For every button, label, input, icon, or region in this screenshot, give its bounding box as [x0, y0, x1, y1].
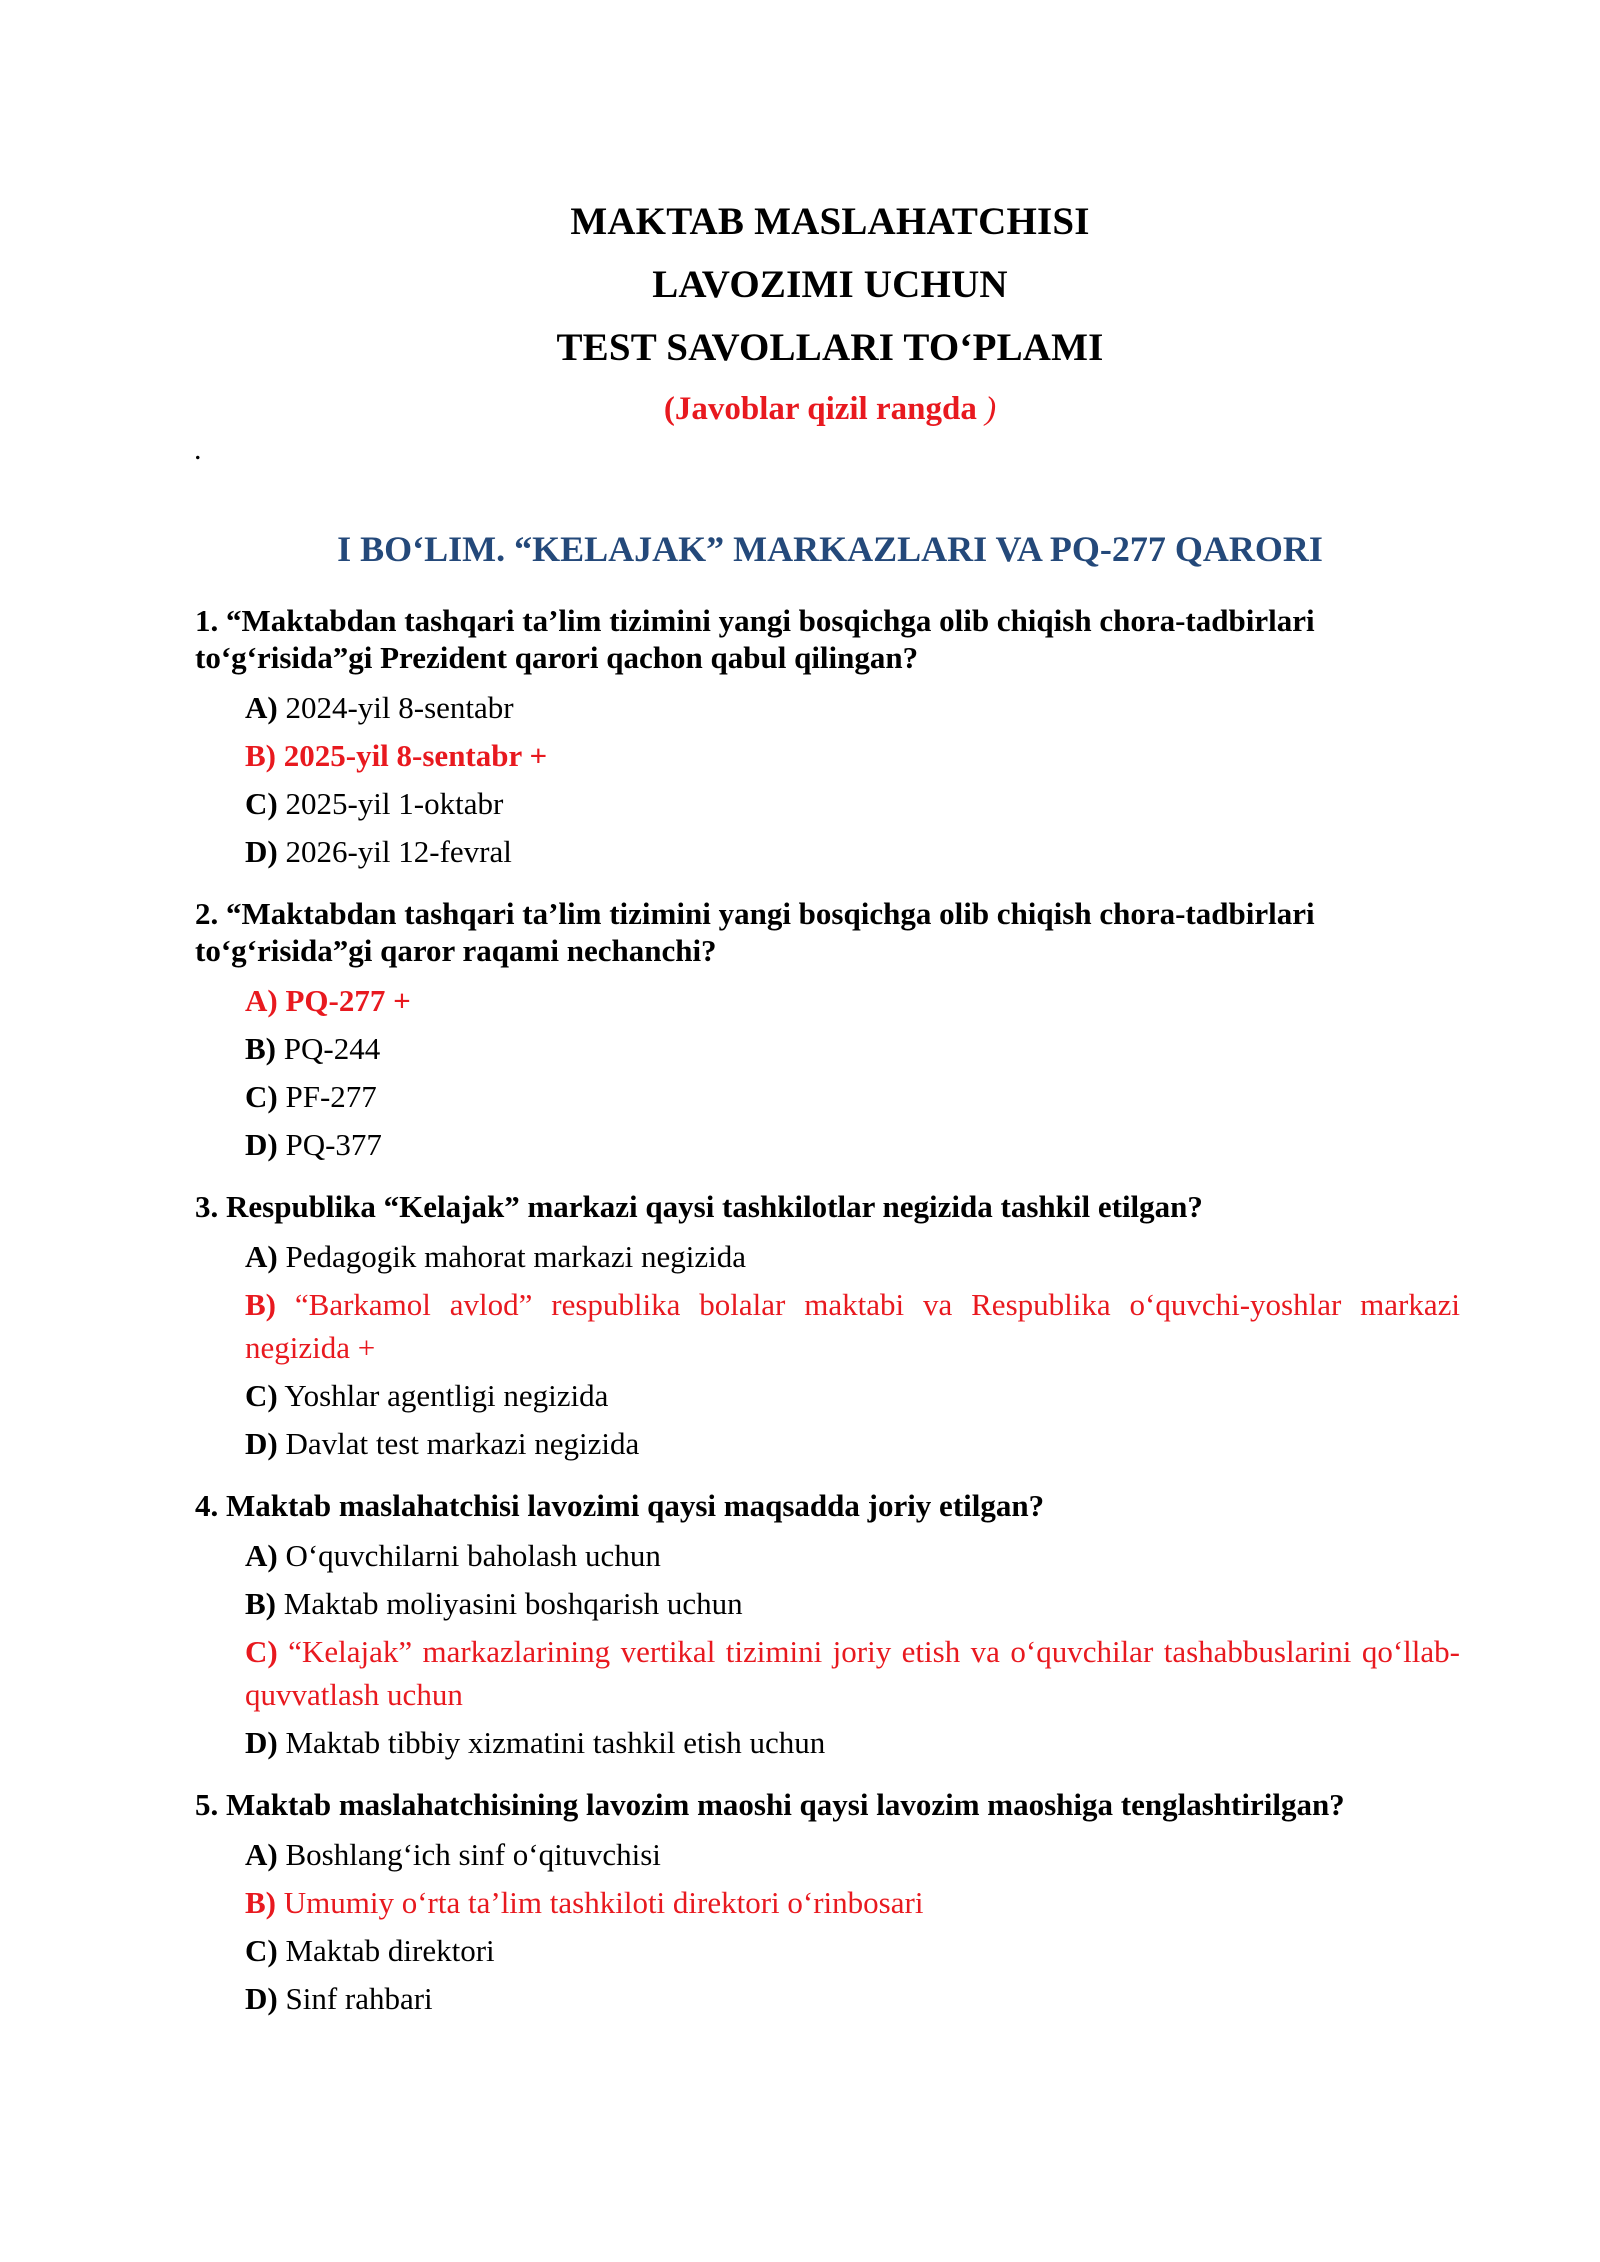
question-4 — [195, 1487, 1460, 1764]
question-text: 2. “Maktabdan tashqari ta’lim tizimini yangi bosqichga olib chiqish chora-tadbirlari to‘g‘risida”gi qaror raqami nechanchi? — [195, 896, 1315, 968]
option-text: “Kelajak” markazlarining vertikal tizimini joriy etish va o‘quvchilar tashabbuslarini qo‘llab-quvvatlash uchun — [245, 1634, 1460, 1712]
question-2 — [195, 895, 1460, 1166]
option-d — [245, 1422, 1460, 1465]
option-letter: D) — [245, 1981, 278, 2016]
section-heading: I BO‘LIM. “KELAJAK” MARKAZLARI VA PQ-277 QARORI — [337, 529, 1323, 569]
option-d — [245, 1721, 1460, 1764]
options-list — [195, 979, 1460, 1166]
option-a — [245, 1235, 1460, 1278]
option-letter: D) — [245, 1725, 278, 1760]
option-letter: C) — [245, 1378, 278, 1413]
option-b — [245, 1582, 1460, 1625]
option-letter: A) — [245, 690, 278, 725]
option-letter: A) — [245, 1239, 278, 1274]
question-3 — [195, 1188, 1460, 1465]
stray-dot: . — [194, 433, 202, 466]
option-d — [245, 1977, 1460, 2020]
title-line-1: MAKTAB MASLAHATCHISI — [570, 200, 1090, 243]
option-letter: B) — [245, 738, 276, 773]
question-text: 3. Respublika “Kelajak” markazi qaysi tashkilotlar negizida tashkil etilgan? — [195, 1189, 1203, 1224]
option-letter: C) — [245, 1933, 278, 1968]
option-a — [245, 1534, 1460, 1577]
title-block — [0, 190, 1600, 439]
option-a-correct — [245, 979, 1460, 1022]
option-text: Maktab tibbiy xizmatini tashkil etish uchun — [277, 1725, 826, 1760]
option-text: Pedagogik mahorat markazi negizida — [277, 1239, 746, 1274]
option-text: Yoshlar agentligi negizida — [277, 1378, 609, 1413]
option-letter: D) — [245, 1127, 278, 1162]
option-text: Maktab direktori — [277, 1933, 495, 1968]
option-b-correct — [245, 734, 1460, 777]
option-c — [245, 1374, 1460, 1417]
option-b-correct — [245, 1881, 1460, 1924]
option-letter: C) — [245, 786, 278, 821]
option-letter: C) — [245, 1079, 278, 1114]
options-list — [195, 1235, 1460, 1465]
question-1 — [195, 602, 1460, 873]
option-letter: A) — [245, 983, 278, 1018]
option-b — [245, 1027, 1460, 1070]
title-line-2: LAVOZIMI UCHUN — [652, 263, 1008, 306]
option-text: O‘quvchilarni baholash uchun — [277, 1538, 661, 1573]
title-line-3: TEST SAVOLLARI TO‘PLAMI — [556, 326, 1104, 369]
questions-list — [195, 602, 1460, 2042]
option-text: PQ-277 + — [277, 983, 411, 1018]
option-text: Maktab moliyasini boshqarish uchun — [276, 1586, 743, 1621]
option-letter: A) — [245, 1538, 278, 1573]
option-text: 2025-yil 8-sentabr + — [276, 738, 548, 773]
option-letter: B) — [245, 1885, 276, 1920]
answers-note-text: (Javoblar qizil rangda — [663, 391, 986, 427]
question-text: 5. Maktab maslahatchisining lavozim maoshi qaysi lavozim maoshiga tenglashtirilgan? — [195, 1787, 1345, 1822]
option-text: PQ-377 — [277, 1127, 382, 1162]
question-5 — [195, 1786, 1460, 2020]
option-text: Sinf rahbari — [277, 1981, 433, 2016]
option-text: Boshlang‘ich sinf o‘qituvchisi — [277, 1837, 661, 1872]
option-a — [245, 686, 1460, 729]
options-list — [195, 1534, 1460, 1764]
option-d — [245, 830, 1460, 873]
options-list — [195, 686, 1460, 873]
option-text: Davlat test markazi negizida — [277, 1426, 640, 1461]
question-text: 1. “Maktabdan tashqari ta’lim tizimini yangi bosqichga olib chiqish chora-tadbirlari to‘g‘risida”gi Prezident qarori qachon qabul qilingan? — [195, 603, 1315, 675]
answers-note-paren: ) — [985, 391, 997, 427]
option-text: PQ-244 — [276, 1031, 381, 1066]
option-letter: B) — [245, 1031, 276, 1066]
option-letter: C) — [245, 1634, 278, 1669]
question-text: 4. Maktab maslahatchisi lavozimi qaysi maqsadda joriy etilgan? — [195, 1488, 1045, 1523]
option-text: “Barkamol avlod” respublika bolalar maktabi va Respublika o‘quvchi-yoshlar markazi negizida + — [245, 1287, 1460, 1365]
option-letter: D) — [245, 834, 278, 869]
option-b-correct — [245, 1283, 1460, 1369]
option-c-correct — [245, 1630, 1460, 1716]
option-letter: B) — [245, 1586, 276, 1621]
option-letter: D) — [245, 1426, 278, 1461]
option-c — [245, 1075, 1460, 1118]
option-c — [245, 782, 1460, 825]
option-d — [245, 1123, 1460, 1166]
option-text: 2025-yil 1-oktabr — [277, 786, 504, 821]
option-text: 2024-yil 8-sentabr — [277, 690, 514, 725]
answers-note — [0, 379, 1600, 439]
option-text: 2026-yil 12-fevral — [277, 834, 512, 869]
option-letter: A) — [245, 1837, 278, 1872]
option-letter: B) — [245, 1287, 276, 1322]
option-a — [245, 1833, 1460, 1876]
option-c — [245, 1929, 1460, 1972]
options-list — [195, 1833, 1460, 2020]
option-text: Umumiy o‘rta ta’lim tashkiloti direktori o‘rinbosari — [276, 1885, 924, 1920]
option-text: PF-277 — [277, 1079, 377, 1114]
